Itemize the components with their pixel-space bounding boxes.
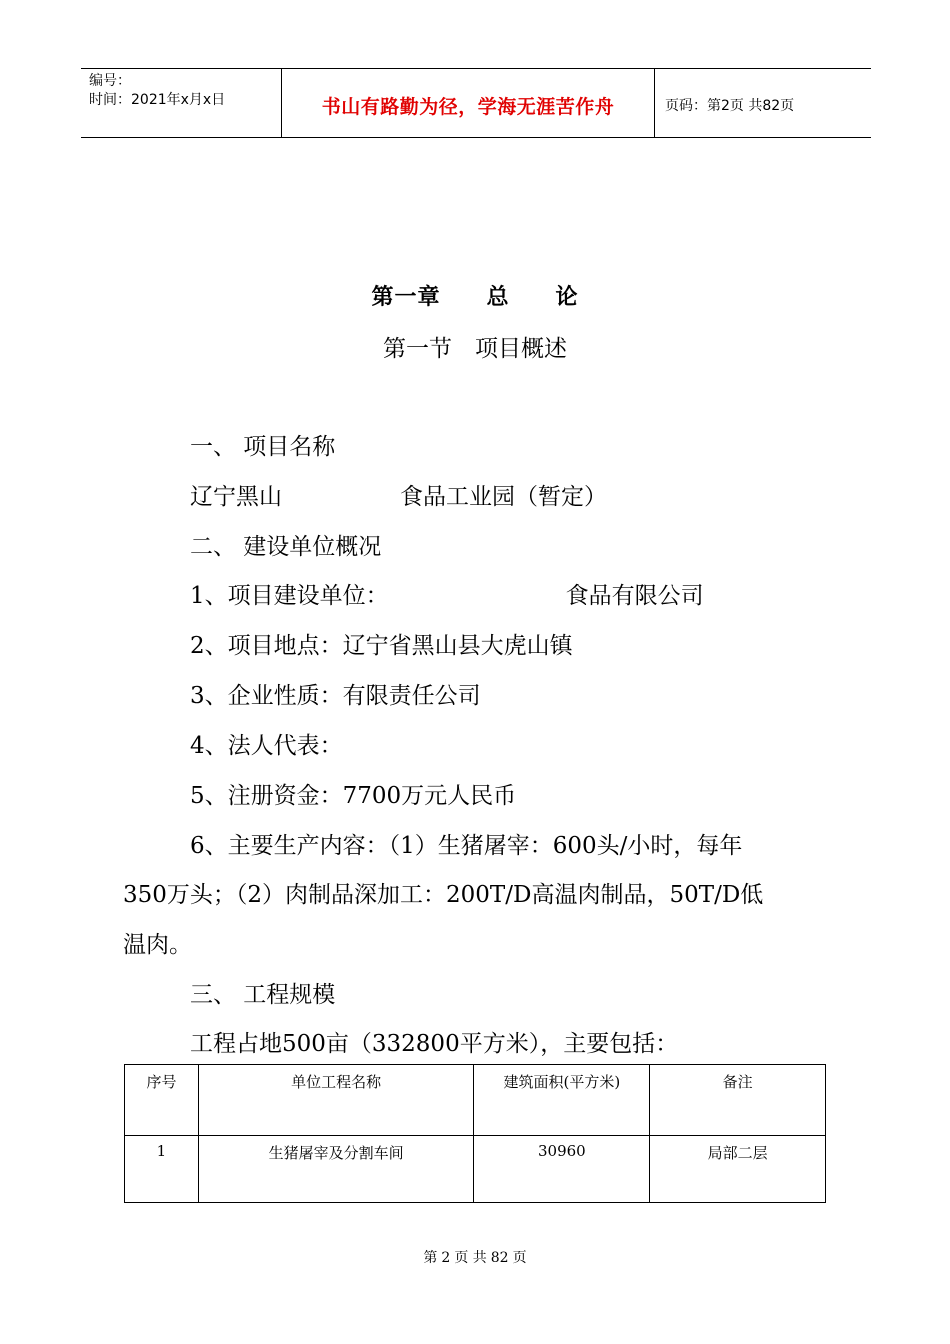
heading-project-name: 一、 项目名称 [190,434,336,460]
page-header [81,68,871,138]
header-page-cell [655,69,871,137]
table-header-cell: 备注 [650,1065,826,1136]
heading-builder: 二、 建设单位概况 [190,534,382,560]
footer-prefix: 第 [423,1250,438,1266]
builder-unit [190,577,704,610]
table-cell: 局部二层 [650,1136,826,1203]
project-table [124,1064,826,1203]
header-meta-cell [81,69,282,137]
footer-page-number: 2 [441,1250,451,1266]
table-header-cell: 序号 [125,1065,199,1136]
table-header-cell: 单位工程名称 [198,1065,474,1136]
header-motto-cell [282,69,655,137]
table-cell: 30960 [474,1136,650,1203]
project-location: 2、项目地点：辽宁省黑山县大虎山镇 [190,633,573,659]
number-label: 编号： [89,73,131,89]
table-header-row [125,1065,826,1136]
section-title: 第一节 项目概述 [383,336,567,362]
heading-scale: 三、 工程规模 [190,982,336,1008]
table-cell: 1 [125,1136,199,1203]
footer-total-pages: 82 [490,1250,509,1266]
legal-representative: 4、法人代表： [190,733,343,759]
production-line-2: 350万头；（2）肉制品深加工：200T/D高温肉制品，50T/D低 [123,882,764,908]
table-cell: 生猪屠宰及分割车间 [198,1136,474,1203]
footer-suffix: 页 [512,1250,527,1266]
project-name-part-a: 辽宁黑山 [190,484,282,510]
production-line-3: 温肉。 [123,932,192,958]
chapter-title: 第一章 总 论 [371,285,579,310]
page-footer [0,1247,950,1267]
scale-description: 工程占地500亩（332800平方米），主要包括： [190,1031,679,1057]
page-label: 页码：第2页 共82页 [665,98,795,114]
table-header-cell: 建筑面积(平方米) [474,1065,650,1136]
project-name [190,478,607,511]
production-line-1: 6、主要生产内容：（1）生猪屠宰：600头/小时，每年 [190,833,743,859]
project-name-part-b: 食品工业园（暂定） [400,484,607,510]
builder-unit-label: 1、项目建设单位： [190,583,389,609]
time-label: 时间：2021年x月x日 [89,92,226,108]
footer-mid: 页 共 [454,1250,487,1266]
registered-capital: 5、注册资金：7700万元人民币 [190,783,517,809]
table-row [125,1136,826,1203]
motto-text: 书山有路勤为径，学海无涯苦作舟 [321,96,615,118]
builder-unit-value: 食品有限公司 [565,583,704,609]
enterprise-nature: 3、企业性质：有限责任公司 [190,683,481,709]
